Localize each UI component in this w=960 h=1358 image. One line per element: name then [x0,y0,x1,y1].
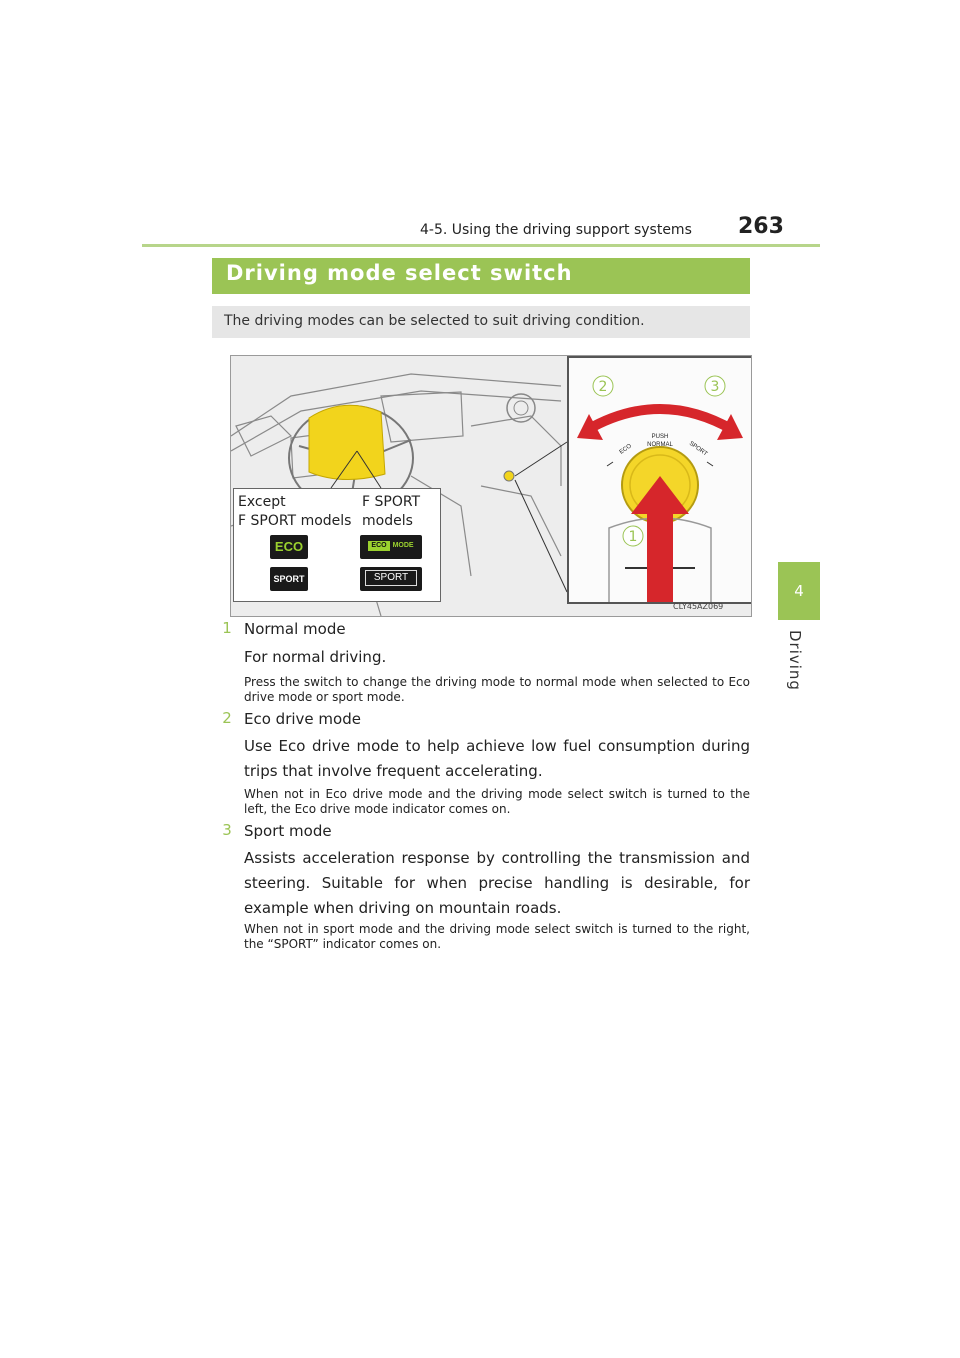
fsport-models-label [362,493,420,531]
item-note-eco-drive-mode: When not in Eco drive mode and the driving mode select switch is turned to the left, the Eco drive mode indicator comes on. [244,787,750,816]
item-note-sport-mode: When not in sport mode and the driving mode select switch is turned to the right, the “SPORT” indicator comes on. [244,922,750,951]
fsport-sport-indicator [360,567,422,591]
eco-indicator: ECO [270,535,308,559]
item-marker-1: 1 [222,619,232,637]
meter-highlight [309,405,385,479]
switch-inset [567,356,752,604]
indicator-callout [233,488,441,602]
switch-diagram [569,358,751,602]
chapter-number: 4 [794,582,804,600]
driving-mode-figure [230,355,752,617]
intro-text: The driving modes can be selected to suit driving condition. [224,313,645,329]
except-label-line1: Except [238,494,286,510]
chapter-label: Driving [786,630,804,691]
item-title-normal-mode: Normal mode [244,620,346,638]
except-label-line2: F SPORT models [238,513,352,529]
switch-label-normal: NORMAL [647,442,673,448]
fsport-label-line1: F SPORT [362,494,421,510]
fsport-label-line2: models [362,513,413,529]
intro-bar [212,306,750,338]
item-body-normal-mode: For normal driving. [244,648,387,666]
item-marker-2: 2 [222,709,232,727]
eco-mode-eco-text: ECO [368,541,389,551]
section-title: Driving mode select switch [226,261,573,285]
switch-label-eco: ECO [618,443,633,456]
figure-code: CLY45AZ069 [673,602,724,611]
except-models-label [238,493,351,531]
callout-2: 2 [598,379,608,395]
item-body-eco-drive-mode: Use Eco drive mode to help achieve low fuel consumption during trips that involve frequent accelerating. [244,737,750,780]
callout-3: 3 [710,379,720,395]
header-section-title: 4-5. Using the driving support systems [420,222,692,238]
page-number: 263 [738,214,784,239]
item-title-eco-drive-mode: Eco drive mode [244,710,361,728]
chapter-tab[interactable] [778,562,820,620]
switch-label-push: PUSH [651,434,669,440]
item-title-sport-mode: Sport mode [244,822,332,840]
item-body-sport-mode: Assists acceleration response by controlling the transmission and steering. Suitable for when precise handling is desirable, for example when driving on mountain roads. [244,849,750,917]
callout-1: 1 [628,529,638,545]
switch-label-sport: SPORT [687,440,709,458]
header-rule [142,244,820,247]
section-title-bar [212,258,750,294]
sport-indicator: SPORT [270,567,308,591]
eco-mode-indicator [360,535,422,559]
fsport-sport-text: SPORT [365,570,417,586]
item-marker-3: 3 [222,821,232,839]
item-note-normal-mode: Press the switch to change the driving mode to normal mode when selected to Eco drive mode or sport mode. [244,675,750,704]
eco-mode-mode-text: MODE [392,542,414,550]
